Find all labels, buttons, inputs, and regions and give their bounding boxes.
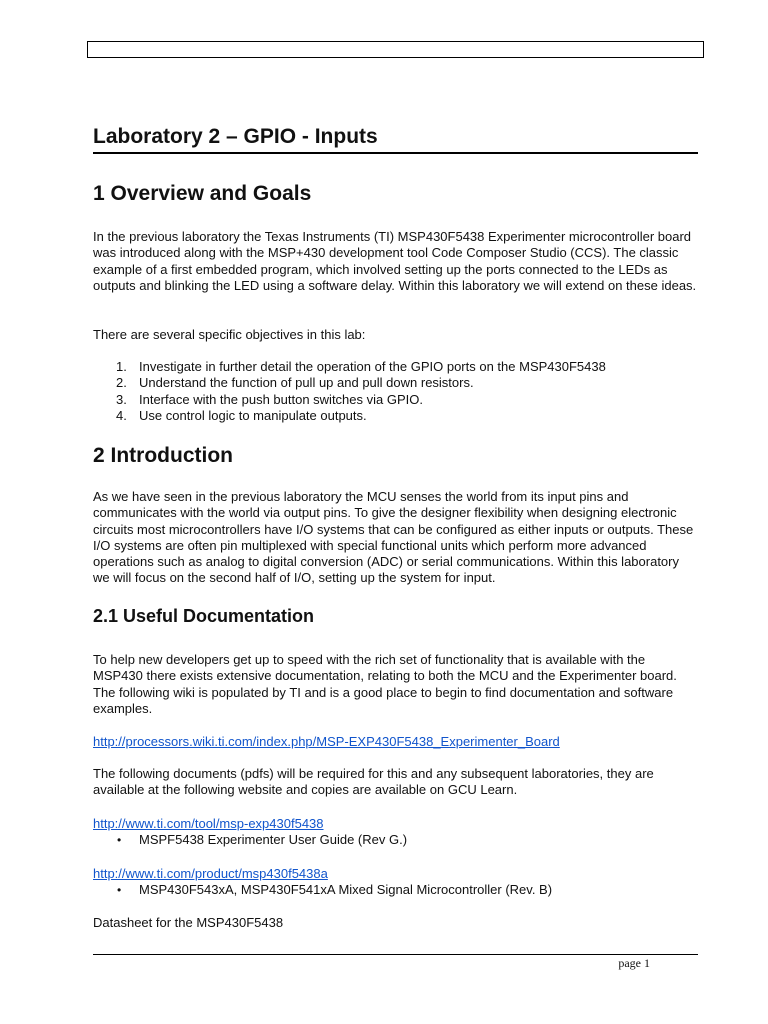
documents-paragraph: The following documents (pdfs) will be required for this and any subsequent laboratories, they are available at the following website and copies are available on GCU Learn. <box>93 766 654 798</box>
objectives-list <box>93 359 698 424</box>
list-item: • MSPF5438 Experimenter User Guide (Rev G.) <box>117 832 408 847</box>
list-item: 1. Investigate in further detail the operation of the GPIO ports on the MSP430F5438 <box>116 359 606 374</box>
product-docs-list <box>93 882 698 898</box>
objectives-intro: There are several specific objectives in this lab: <box>93 327 366 342</box>
bullet-icon: • <box>117 833 122 847</box>
page-title: Laboratory 2 – GPIO - Inputs <box>93 124 698 154</box>
list-item: 4. Use control logic to manipulate outputs. <box>116 407 367 423</box>
documentation-paragraph: To help new developers get up to speed with the rich set of functionality that is available with the MSP430 there exists extensive documentation, relating to both the MCU and the Experimenter board. The following wiki is populated by TI and is a good place to begin to find documentation and software examples. <box>93 652 677 716</box>
list-item: 3. Interface with the push button switches via GPIO. <box>116 391 423 407</box>
list-item: • MSP430F543xA, MSP430F541xA Mixed Signal Microcontroller (Rev. B) <box>117 882 553 897</box>
datasheet-label: Datasheet for the MSP430F5438 <box>93 915 284 930</box>
bullet-icon: • <box>117 883 122 897</box>
section-heading-overview: 1 Overview and Goals <box>93 182 312 205</box>
tool-docs-list <box>93 832 698 848</box>
product-link-row <box>93 865 698 883</box>
tool-link-row <box>93 815 698 833</box>
introduction-paragraph: As we have seen in the previous laboratory the MCU senses the world from its input pins and communicates with the world via output pins. To give the designer flexibility when designing electronic circuits most microcontrollers have I/O systems that can be configured as either inputs or outputs. These I/O systems are often pin multiplexed with special functional units which perform more advanced operations such as analog to digital conversion (ADC) or serial communications. Within this laboratory we will focus on the second half of I/O, setting up the system for input. <box>93 489 694 586</box>
list-item: 2. Understand the function of pull up and pull down resistors. <box>116 375 474 391</box>
tool-link[interactable]: http://www.ti.com/tool/msp-exp430f5438 <box>93 816 324 831</box>
product-link[interactable]: http://www.ti.com/product/msp430f5438a <box>93 866 328 881</box>
header-box <box>87 41 704 58</box>
wiki-link-row <box>93 733 698 751</box>
wiki-link[interactable]: http://processors.wiki.ti.com/index.php/MSP-EXP430F5438_Experimenter_Board <box>93 734 560 749</box>
section-heading-introduction: 2 Introduction <box>93 444 233 467</box>
overview-paragraph: In the previous laboratory the Texas Instruments (TI) MSP430F5438 Experimenter microcontroller board was introduced along with the MSP+430 development tool Code Composer Studio (CCS). The classic example of a first embedded program, which involved setting up the ports connected to the LEDs as outputs and blinking the LED using a software delay. Within this laboratory we will extend on these ideas. <box>93 229 697 293</box>
page-number: page 1 <box>618 956 650 970</box>
section-heading-documentation: 2.1 Useful Documentation <box>93 606 315 626</box>
footer-rule <box>93 954 698 955</box>
